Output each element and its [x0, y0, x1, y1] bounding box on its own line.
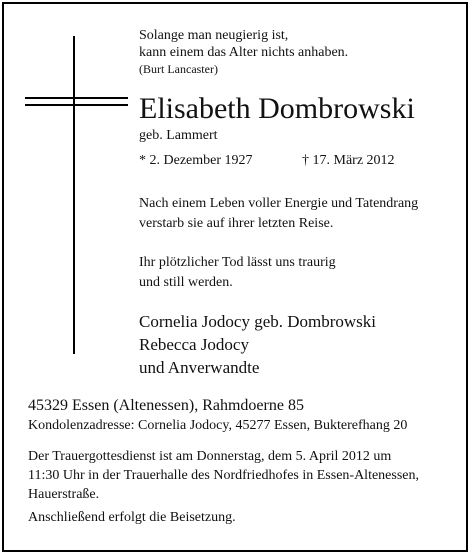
message-line: Ihr plötzlicher Tod lässt uns traurig [139, 255, 336, 270]
service-line: Der Trauergottesdienst ist am Donnerstag, dem 5. April 2012 um [28, 449, 392, 464]
cross-horizontal-bar-bottom [25, 104, 128, 106]
mourner-name: Rebecca Jodocy [139, 335, 249, 354]
mourners-list [139, 310, 376, 379]
quote-line: Solange man neugierig ist, [139, 28, 289, 43]
quote-author: (Burt Lancaster) [139, 62, 218, 76]
message-paragraph [139, 194, 418, 234]
condolence-address: Kondolenzadresse: Cornelia Jodocy, 45277 Essen, Bukterefhang 20 [28, 418, 408, 433]
cross-vertical-bar [73, 36, 75, 354]
message-line: verstarb sie auf ihrer letzten Reise. [139, 216, 334, 231]
message-paragraph [139, 253, 336, 293]
message-line: Nach einem Leben voller Energie und Tatendrang [139, 196, 419, 211]
quote-line: kann einem das Alter nichts anhaben. [139, 45, 349, 60]
service-info [28, 447, 419, 504]
service-line: 11:30 Uhr in der Trauerhalle des Nordfriedhofes in Essen-Altenessen, [28, 468, 420, 483]
mourner-name: und Anverwandte [139, 358, 260, 377]
home-address: 45329 Essen (Altenessen), Rahmdoerne 85 [28, 397, 304, 414]
mourner-name: Cornelia Jodocy geb. Dombrowski [139, 312, 377, 331]
death-date: † 17. März 2012 [302, 153, 395, 168]
quote-block [139, 27, 348, 78]
service-line: Hauerstraße. [28, 487, 100, 502]
maiden-name: geb. Lammert [139, 128, 218, 143]
deceased-name: Elisabeth Dombrowski [139, 92, 415, 125]
birth-date: * 2. Dezember 1927 [139, 153, 253, 168]
cross-horizontal-bar-top [25, 97, 128, 99]
burial-note: Anschließend erfolgt die Beisetzung. [28, 510, 236, 525]
message-line: und still werden. [139, 275, 233, 290]
